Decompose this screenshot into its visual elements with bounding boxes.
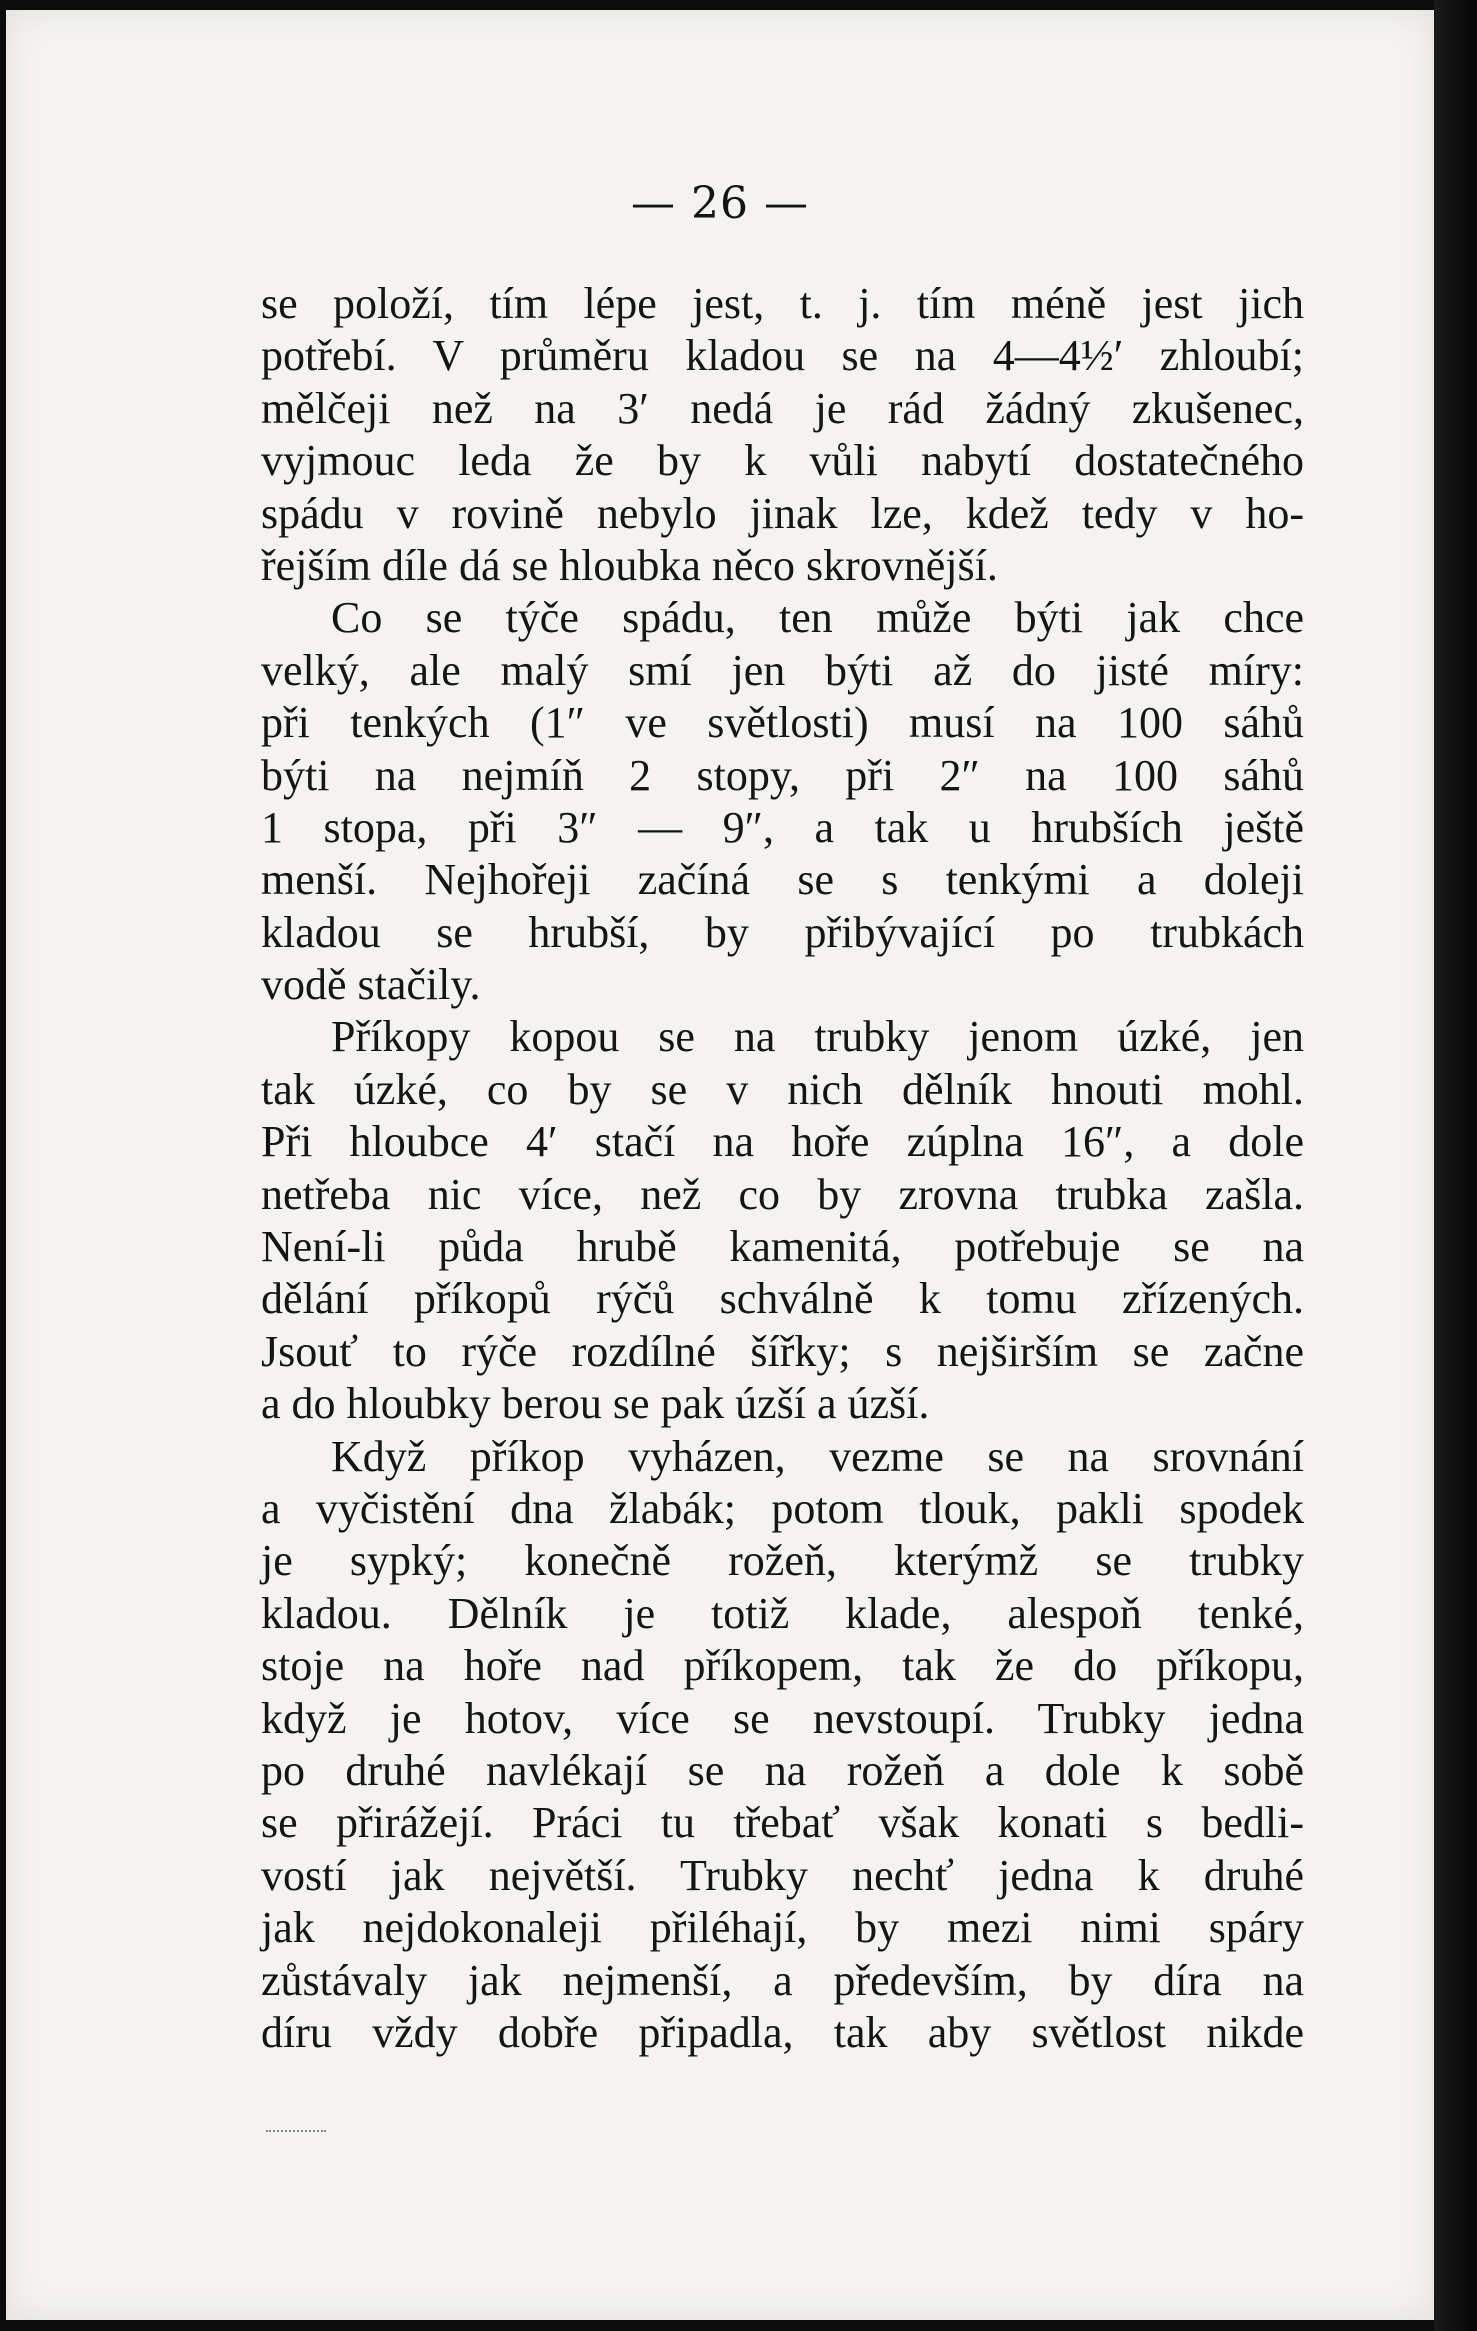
- text-line: kladou. Dělník je totiž klade, alespoň tenké,: [261, 1588, 1304, 1638]
- text-line: po druhé navlékají se na rožeň a dole k sobě: [261, 1745, 1304, 1795]
- text-line: při tenkých (1″ ve světlosti) musí na 100 sáhů: [261, 698, 1304, 748]
- text-line: menší. Nejhořeji začíná se s tenkými a doleji: [261, 855, 1304, 905]
- text-line: 1 stopa, při 3″ — 9″, a tak u hrubších ještě: [261, 802, 1304, 852]
- text-line: Při hloubce 4′ stačí na hoře zúplna 16″, a dole: [261, 1117, 1304, 1167]
- print-speck: [266, 2130, 326, 2138]
- text-line: Když příkop vyházen, vezme se na srovnání: [331, 1431, 1304, 1481]
- text-line: díru vždy dobře připadla, tak aby světlost nikde: [261, 2007, 1304, 2057]
- text-line: velký, ale malý smí jen býti až do jisté míry:: [261, 645, 1304, 695]
- text-line: řejším díle dá se hloubka něco skrovnější.: [261, 540, 998, 590]
- text-line: vodě stačily.: [261, 960, 481, 1010]
- text-line: jak nejdokonaleji přiléhají, by mezi nimi spáry: [261, 1903, 1304, 1953]
- text-line: dělání příkopů rýčů schválně k tomu zřízených.: [261, 1274, 1304, 1324]
- text-line: býti na nejmíň 2 stopy, při 2″ na 100 sáhů: [261, 750, 1304, 800]
- text-line: vyjmouc leda že by k vůli nabytí dostatečného: [261, 436, 1304, 486]
- text-line: když je hotov, více se nevstoupí. Trubky jedna: [261, 1693, 1304, 1743]
- text-line: potřebí. V průměru kladou se na 4—4½′ zhloubí;: [261, 331, 1304, 381]
- text-line: zůstávaly jak nejmenší, a především, by díra na: [261, 1955, 1304, 2005]
- text-line: vostí jak největší. Trubky nechť jedna k druhé: [261, 1850, 1304, 1900]
- text-line: a vyčistění dna žlabák; potom tlouk, pakli spodek: [261, 1483, 1304, 1533]
- page-edge-shadow: [1434, 0, 1477, 2331]
- text-line: kladou se hrubší, by přibývající po trubkách: [261, 907, 1304, 957]
- text-line: a do hloubky berou se pak úzší a úzší.: [261, 1379, 930, 1429]
- text-line: netřeba nic více, než co by zrovna trubka zašla.: [261, 1169, 1304, 1219]
- text-line: je sypký; konečně rožeň, kterýmž se trubky: [261, 1536, 1304, 1586]
- book-page: [6, 10, 1434, 2320]
- text-line: mělčeji než na 3′ nedá je rád žádný zkušenec,: [261, 383, 1304, 433]
- text-line: Příkopy kopou se na trubky jenom úzké, jen: [331, 1012, 1304, 1062]
- body-text: [261, 278, 1304, 2059]
- text-line: stoje na hoře nad příkopem, tak že do příkopu,: [261, 1641, 1304, 1691]
- text-line: Co se týče spádu, ten může býti jak chce: [331, 593, 1304, 643]
- text-line: spádu v rovině nebylo jinak lze, kdež tedy v ho-: [261, 488, 1304, 538]
- text-line: Není-li půda hrubě kamenitá, potřebuje se na: [261, 1222, 1304, 1272]
- text-line: se přirážejí. Práci tu třebať však konati s bedli-: [261, 1798, 1304, 1848]
- text-line: tak úzké, co by se v nich dělník hnouti mohl.: [261, 1064, 1304, 1114]
- text-line: se položí, tím lépe jest, t. j. tím méně jest jich: [261, 279, 1304, 328]
- page-number: — 26 —: [631, 178, 809, 229]
- text-line: Jsouť to rýče rozdílné šířky; s nejširším se začne: [261, 1326, 1304, 1376]
